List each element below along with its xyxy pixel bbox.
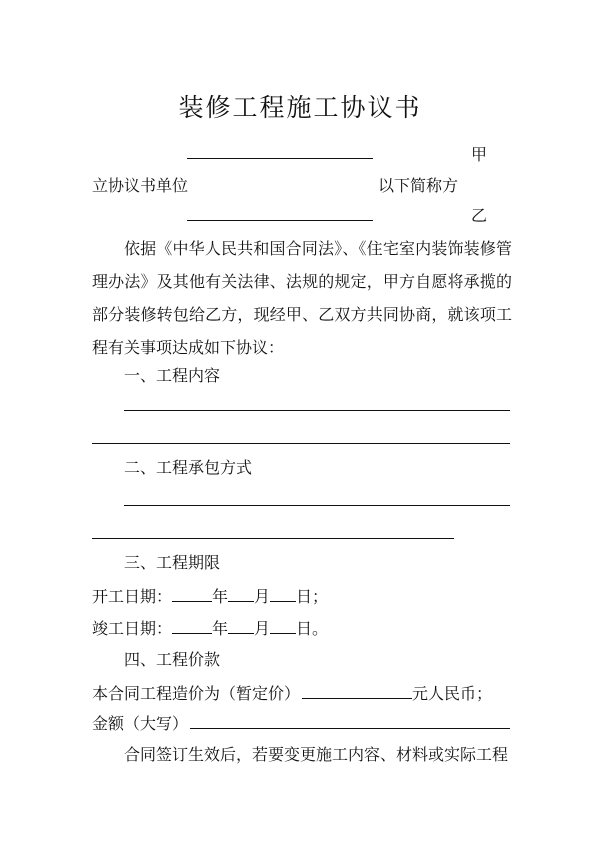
parties-right-label: 以下简称方 [378,176,459,195]
party-b-mark: 乙 [471,206,488,225]
start-date-month-blank [228,585,254,602]
section2-blank-line-2 [92,538,454,539]
last-paragraph: 合同签订生效后，若要变更施工内容、材料或实际工程 [124,745,509,764]
parties-left-label: 立协议书单位 [92,176,189,195]
party-a-mark: 甲 [471,145,488,164]
price-suffix: 元人民币； [412,684,493,703]
section2-heading: 二、工程承包方式 [124,458,253,477]
end-date-year-blank [172,617,212,634]
start-date-line [92,585,328,607]
section4-heading: 四、工程价款 [124,650,221,669]
end-date-day-blank [270,617,296,634]
start-date-month: 月 [254,587,271,606]
amount-line [92,712,510,734]
start-date-day: 日； [296,587,329,606]
end-date-label: 竣工日期： [92,619,173,638]
price-blank [302,682,412,699]
party-b-blank [187,220,373,221]
amount-label: 金额（大写） [92,714,189,733]
section3-heading: 三、工程期限 [124,553,221,572]
section1-heading: 一、工程内容 [124,366,221,385]
start-date-year: 年 [212,587,229,606]
party-a-blank [187,158,373,159]
amount-blank [190,712,510,729]
start-date-day-blank [270,585,296,602]
end-date-day: 日。 [296,619,329,638]
section1-blank-line-1 [124,410,510,411]
section2-blank-line-1 [124,505,510,506]
section1-blank-line-2 [92,443,510,444]
end-date-month: 月 [254,619,271,638]
start-date-label: 开工日期： [92,587,173,606]
intro-paragraph: 依据《中华人民共和国合同法》、《住宅室内装饰装修管理办法》及其他有关法律、法规的规定，甲方自愿将承揽的部分装修转包给乙方，现经甲、乙双方共同协商，就该项工程有关事项达成如下协议： [92,239,512,357]
end-date-year: 年 [212,619,229,638]
start-date-year-blank [172,585,212,602]
price-line [92,682,492,704]
price-prefix: 本合同工程造价为（暂定价） [92,684,301,703]
end-date-month-blank [228,617,254,634]
end-date-line [92,617,328,639]
document-title: 装修工程施工协议书 [178,93,422,122]
